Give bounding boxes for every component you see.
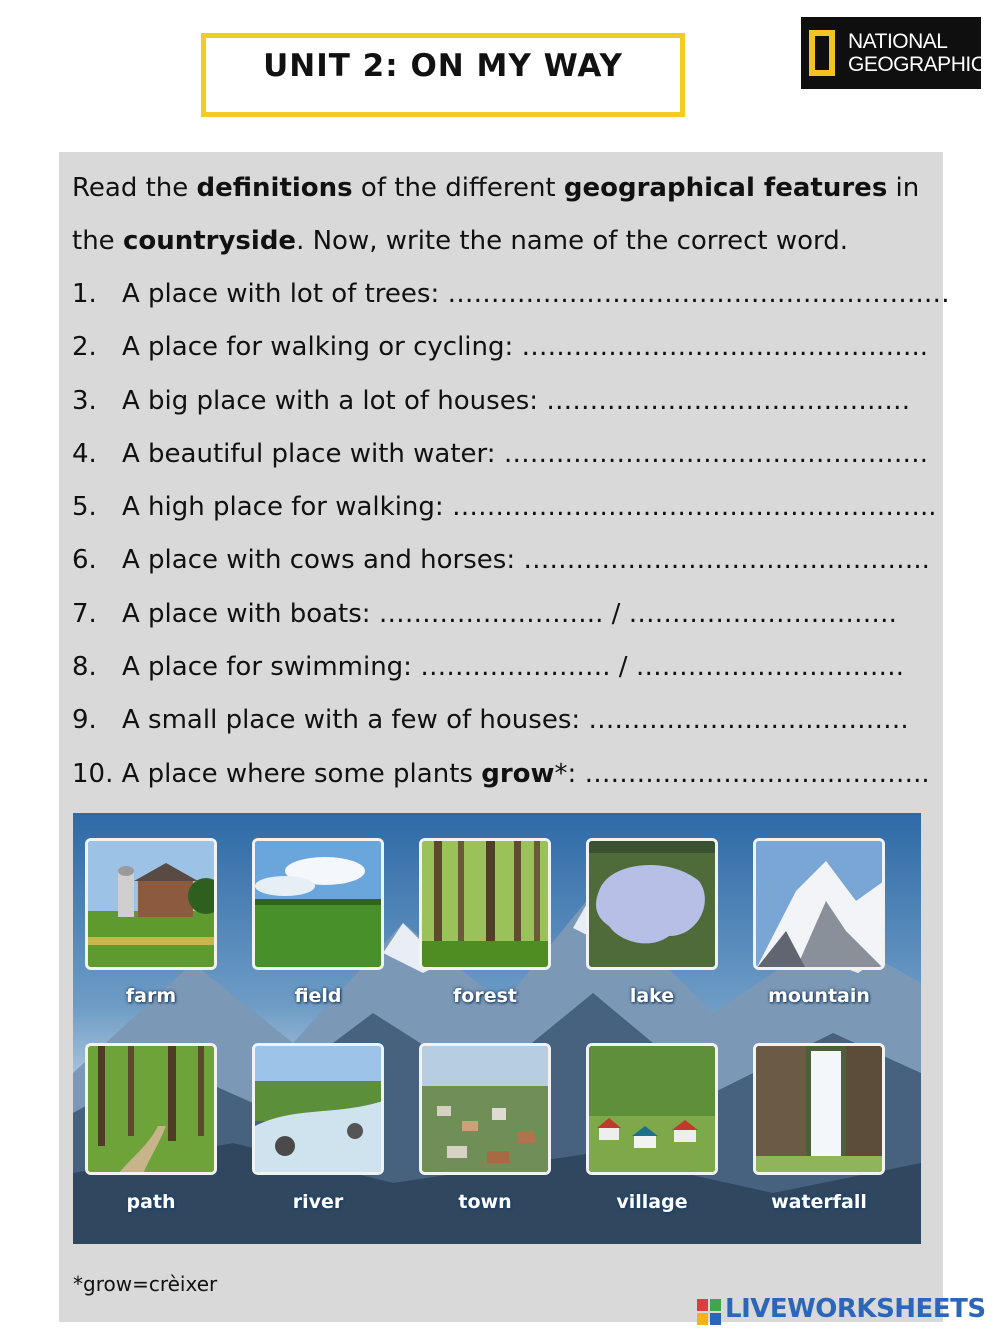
question-item[interactable] xyxy=(72,481,942,534)
question-text: A place where some plants xyxy=(121,758,482,789)
liveworksheets-logo-icon xyxy=(697,1299,721,1325)
question-number: 6. xyxy=(72,545,97,576)
question-text: A place with boats: …………………….. / …………………………. xyxy=(122,598,897,629)
question-bold-word: grow xyxy=(481,758,555,789)
question-number: 7. xyxy=(72,598,97,629)
instructions xyxy=(72,162,942,268)
town-picture xyxy=(419,1043,551,1175)
label-waterfall: waterfall xyxy=(771,1191,867,1213)
question-text: A place for swimming: …………………. / …………………………. xyxy=(122,652,905,683)
path-picture xyxy=(85,1043,217,1175)
question-text: A small place with a few of houses: ………………………………. xyxy=(122,705,909,736)
question-item[interactable] xyxy=(72,748,942,801)
question-item[interactable] xyxy=(72,588,942,641)
question-number: 2. xyxy=(72,332,97,363)
question-number: 3. xyxy=(72,385,97,416)
mountain-picture xyxy=(753,838,885,970)
intro-bold: countryside xyxy=(122,226,297,256)
waterfall-picture xyxy=(753,1043,885,1175)
logo-yellow-frame xyxy=(809,30,835,76)
river-picture xyxy=(252,1043,384,1175)
footnote: *grow=crèixer xyxy=(73,1272,218,1296)
question-item[interactable] xyxy=(72,321,942,374)
label-farm: farm xyxy=(125,985,177,1007)
question-list xyxy=(72,268,950,801)
question-number: 8. xyxy=(72,652,97,683)
question-number: 4. xyxy=(72,438,97,469)
title-box xyxy=(201,33,685,117)
page-title: UNIT 2: ON MY WAY xyxy=(263,48,623,84)
label-path: path xyxy=(126,1191,176,1213)
watermark-text: LIVEWORKSHEETS xyxy=(725,1294,986,1324)
intro-text: in the xyxy=(72,173,920,256)
logo-line-2: GEOGRAPHIC xyxy=(848,53,986,76)
question-number: 1. xyxy=(72,279,97,309)
question-number: 10. xyxy=(72,758,114,789)
question-text: *: ………………………..……….. xyxy=(554,758,930,789)
label-river: river xyxy=(292,1191,344,1213)
national-geographic-logo xyxy=(801,17,986,89)
question-item[interactable] xyxy=(72,375,942,428)
question-text: A place for walking or cycling: ……………………………………….. xyxy=(122,332,929,363)
intro-text: of the different xyxy=(352,173,564,203)
label-mountain: mountain xyxy=(768,985,870,1007)
label-lake: lake xyxy=(629,985,675,1007)
question-text: A place with cows and horses: ……………………………………….. xyxy=(122,545,930,576)
question-item[interactable] xyxy=(72,641,942,694)
label-village: village xyxy=(616,1191,688,1213)
question-text: A big place with a lot of houses: …………………………………… xyxy=(122,385,911,416)
geography-pictures xyxy=(73,813,921,1244)
intro-bold: definitions xyxy=(196,173,353,203)
intro-text: Read the xyxy=(72,173,197,203)
label-town: town xyxy=(458,1191,512,1213)
question-item[interactable] xyxy=(72,534,942,587)
lake-picture xyxy=(586,838,718,970)
label-forest: forest xyxy=(453,985,517,1007)
question-item[interactable] xyxy=(72,268,950,321)
question-number: 5. xyxy=(72,492,97,523)
label-field: field xyxy=(294,985,342,1007)
village-picture xyxy=(586,1043,718,1175)
forest-picture xyxy=(419,838,551,970)
farm-picture xyxy=(85,838,217,970)
question-text: A place with lot of trees: ……………………………………………….… xyxy=(122,279,950,309)
field-picture xyxy=(252,838,384,970)
logo-line-1: NATIONAL xyxy=(848,30,948,53)
intro-bold: geographical features xyxy=(563,173,888,203)
question-number: 9. xyxy=(72,705,97,736)
intro-text: . Now, write the name of the correct word. xyxy=(296,226,849,256)
question-text: A beautiful place with water: …………………………………………. xyxy=(122,438,929,469)
question-text: A high place for walking: ……………………………………………….. xyxy=(122,492,937,523)
question-item[interactable] xyxy=(72,428,942,481)
question-item[interactable] xyxy=(72,694,942,747)
